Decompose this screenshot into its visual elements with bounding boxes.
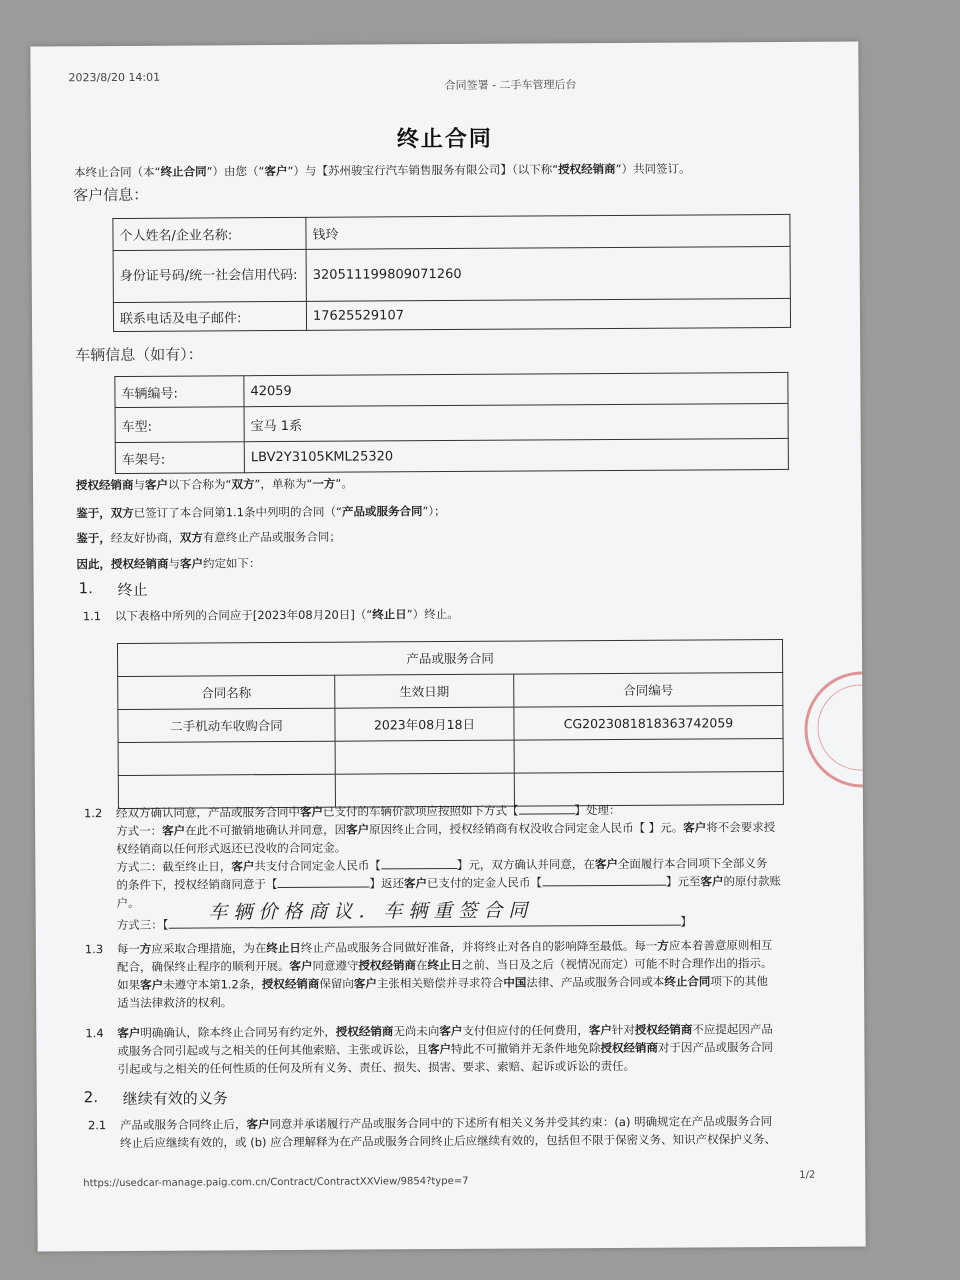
document-page: [30, 41, 865, 1251]
intro-paragraph: 本终止合同（本“终止合同”）由您（“客户”）与【苏州骏宝行汽车销售服务有限公司】（以下称“授权经销商”）共同签订。: [74, 161, 691, 180]
column-header: 合同名称: [118, 675, 335, 709]
clause-1-2-method-1-line-1: 方式一：客户在此不可撤销地确认并同意，因客户原因终止合同，授权经销商有权没收合同定金人民币【 】元。客户将不会要求授: [116, 820, 776, 839]
customer-name-value: 钱玲: [306, 214, 790, 249]
section-2-title: 继续有效的义务: [122, 1089, 228, 1108]
clause-1-3-number: 1.3: [84, 942, 104, 957]
clause-1-4-line-2: 或服务合同引起或与之相关的任何其他索赔、主张或诉讼，且客户特此不可撤销并无条件地免除授权经销商对于因产品或服务合同: [117, 1040, 773, 1059]
contracts-table: [117, 639, 784, 809]
table-row: [117, 639, 782, 676]
contract-name-cell: 二手机动车收购合同: [118, 708, 335, 742]
section-1-title: 终止: [117, 580, 148, 600]
handwritten-method-3: 车辆价格商议．车辆重签合同: [208, 899, 534, 924]
column-header: 合同编号: [514, 672, 783, 707]
vehicle-info-table: [114, 372, 789, 474]
vehicle-number-label: 车辆编号:: [115, 376, 244, 408]
contract-name-cell: [118, 741, 335, 775]
table-row: [115, 372, 788, 407]
vin-value: LBV2Y3105KML25320: [244, 438, 788, 472]
vehicle-info-heading: 车辆信息（如有）：: [75, 345, 203, 365]
clause-1-1-text: 以下表格中所列的合同应于[2023年08月20日]（“终止日”）终止。: [114, 606, 459, 624]
clause-1-3-line-2: 配合，确保终止程序的顺利开展。客户同意遵守授权经销商在终止日之前、当日及之后（视情况而定）可能不时合理作出的指示。: [116, 956, 773, 975]
effective-date-cell: 2023年08月18日: [335, 707, 514, 741]
clause-1-3-line-4: 适当法律救济的权利。: [117, 995, 233, 1011]
column-header: 生效日期: [335, 674, 514, 708]
clause-1-2-method-3: 方式三：【 车辆价格商议．车辆重签合同 】: [116, 899, 692, 933]
customer-contact-value: 17625529107: [306, 298, 790, 330]
clause-1-2-number: 1.2: [83, 806, 103, 821]
clause-1-2-method-2-line-2: 的条件下，授权经销商同意于【 】返还客户已支付的定金人民币【 】元至客户的原付款账: [116, 873, 781, 893]
customer-name-label: 个人姓名/企业名称:: [113, 217, 306, 250]
table-row: [115, 403, 788, 442]
table-row: [118, 672, 783, 709]
clause-1-4-line-1: 客户明确确认，除本终止合同另有约定外，授权经销商无尚未向客户支付但应付的任何费用，客户针对授权经销商不应提起因产品: [117, 1022, 773, 1041]
customer-info-heading: 客户信息：: [73, 185, 149, 205]
vehicle-model-value: 宝马 1系: [244, 403, 788, 441]
clause-1-2-line-1: 经双方确认同意，产品或服务合同中客户已支付的车辆价款项应按照如下方式【 】处理：: [115, 802, 621, 821]
contracts-table-caption: 产品或服务合同: [117, 639, 782, 676]
document-title: 终止合同: [396, 126, 493, 153]
clause-2-1-number: 2.1: [87, 1118, 107, 1133]
recital-whereas-1: 鉴于，双方已签订了本合同第1.1条中列明的合同（“产品或服务合同”）；: [76, 504, 446, 521]
section-1-number: 1.: [78, 579, 94, 598]
table-row: [113, 246, 790, 302]
vehicle-number-value: 42059: [244, 372, 788, 406]
vehicle-model-label: 车型:: [115, 407, 244, 443]
clause-2-1-line-1: 产品或服务合同终止后，客户同意并承诺履行产品或服务合同中的下述所有相关义务并受其约束：(a) 明确规定在产品或服务合同: [119, 1114, 773, 1133]
customer-id-label: 身份证号码/统一社会信用代码:: [113, 249, 306, 302]
table-row: [115, 438, 788, 473]
clause-1-3-line-1: 每一方应采取合理措施，为在终止日终止产品或服务合同做好准备，并将终止对各自的影响降至最低。每一方应本着善意原则相互: [116, 938, 773, 957]
table-row: [118, 705, 783, 742]
recital-therefore: 因此，授权经销商与客户约定如下：: [76, 556, 261, 572]
clause-2-1-line-2: 终止后应继续有效的，或 (b) 应合理解释为在产品或服务合同终止后应继续有效的，包括但不限于保密义务、知识产权保护义务、: [119, 1132, 777, 1151]
table-row: [113, 214, 790, 250]
page-number: 1/2: [799, 1169, 816, 1181]
company-seal: [804, 671, 866, 788]
clause-1-1-number: 1.1: [82, 609, 102, 624]
effective-date-cell: [335, 740, 514, 774]
recital-whereas-2: 鉴于，经友好协商，双方有意终止产品或服务合同；: [76, 529, 341, 546]
clause-1-2-method-2-line-3: 户。: [116, 895, 140, 911]
clause-1-2-method-1-line-2: 权经销商以任何形式返还已没收的合同定金。: [116, 840, 347, 857]
contract-number-cell: [514, 738, 783, 773]
clause-1-2-method-2-line-1: 方式二：截至终止日，客户共支付合同定金人民币【 】元，双方确认并同意，在客户全面履行本合同项下全部义务: [116, 856, 768, 875]
recital-parties: 授权经销商与客户以下合称为“双方”，单称为“一方”。: [75, 476, 353, 493]
print-page-title: 合同签署 - 二手车管理后台: [444, 78, 577, 93]
customer-info-table: [112, 214, 791, 332]
contract-number-cell: CG2023081818363742059: [514, 705, 783, 740]
table-row: [113, 298, 790, 331]
clause-1-3-line-3: 如果客户未遵守本第1.2条，授权经销商保留向客户主张相关赔偿并寻求符合中国法律、产品或服务合同或本终止合同项下的其他: [117, 974, 768, 993]
table-row: [118, 738, 783, 775]
customer-contact-label: 联系电话及电子邮件:: [113, 301, 306, 331]
clause-1-4-number: 1.4: [85, 1026, 104, 1041]
print-url: https://usedcar-manage.paig.com.cn/Contract/ContractXXView/9854?type=7: [83, 1175, 469, 1190]
customer-id-value: 320511199809071260: [306, 246, 790, 301]
vin-label: 车架号:: [115, 442, 244, 474]
print-datetime: 2023/8/20 14:01: [68, 70, 161, 85]
section-2-number: 2.: [83, 1088, 99, 1107]
company-seal-inner-ring: [817, 684, 865, 771]
clause-1-4-line-3: 引起或与之相关的任何性质的任何及所有义务、责任、损失、损害、要求、索赔、起诉或诉讼的责任。: [117, 1058, 636, 1077]
